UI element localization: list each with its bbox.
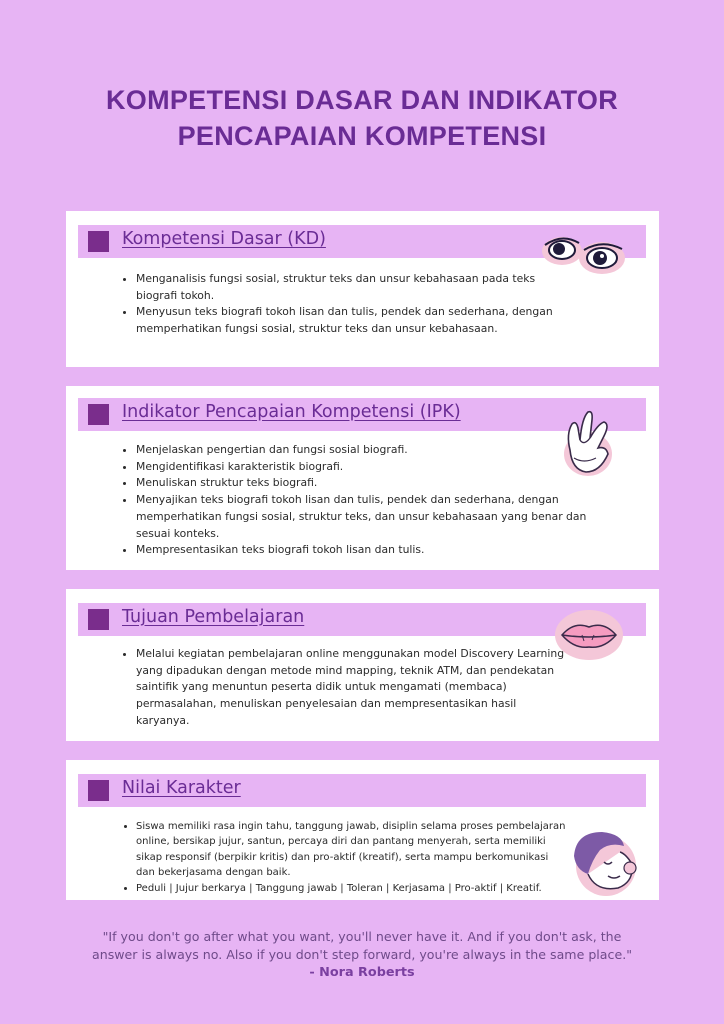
list-item: • Menyajikan teks biografi tokoh lisan dan tulis, pendek dan sederhana, dengan memperhatikan fungsi sosial, struktur teks, dan unsur kebahasaan yang benar dan sesuai konteks. — [136, 492, 588, 542]
bullet-square — [88, 609, 109, 630]
card-tujuan — [66, 589, 659, 741]
nilai-list — [122, 819, 570, 896]
tujuan-list — [122, 646, 566, 730]
eyes-icon — [542, 231, 628, 283]
list-item: • Peduli | Jujur berkarya | Tanggung jawab | Toleran | Kerjasama | Pro-aktif | Kreatif. — [136, 881, 570, 896]
list-item: • Siswa memiliki rasa ingin tahu, tanggung jawab, disiplin selama proses pembelajaran online, bersikap jujur, santun, percaya diri dan pantang menyerah, serta memiliki sikap responsif (berpikir kritis) dan pro-aktif (kreatif), serta mampu berkomunikasi dan bekerjasama dengan baik. — [136, 819, 570, 881]
bullet-square — [88, 231, 109, 252]
list-item: • Melalui kegiatan pembelajaran online menggunakan model Discovery Learning yang dipadukan dengan metode mind mapping, teknik ATM, dan pendekatan saintifik yang menuntun peserta didik untuk mengamati (membaca) permasalahan, menuliskan penyelesaian dan mempresentasikan hasil karyanya. — [136, 646, 566, 730]
quote-line-2: answer is always no. Also if you don't step forward, you're always in the same place." — [92, 947, 632, 962]
bullet-square — [88, 780, 109, 801]
list-item: • Menganalisis fungsi sosial, struktur teks dan unsur kebahasaan pada teks biografi tokoh. — [136, 271, 556, 304]
face-icon — [566, 826, 642, 898]
section-heading-nilai: Nilai Karakter — [122, 778, 241, 798]
quote-block — [0, 928, 724, 982]
section-header-band — [78, 774, 646, 807]
kd-list — [122, 271, 556, 338]
section-heading-ipk: Indikator Pencapaian Kompetensi (IPK) — [122, 402, 461, 422]
section-heading-kd: Kompetensi Dasar (KD) — [122, 229, 326, 249]
section-heading-tujuan: Tujuan Pembelajaran — [122, 607, 305, 627]
list-item: • Mengidentifikasi karakteristik biografi. — [136, 459, 588, 476]
quote-line-1: "If you don't go after what you want, you'll never have it. And if you don't ask, the — [102, 929, 622, 944]
card-indikator — [66, 386, 659, 570]
page-title — [0, 82, 724, 154]
list-item: • Menyusun teks biografi tokoh lisan dan tulis, pendek dan sederhana, dengan memperhatikan fungsi sosial, struktur teks dan unsur kebahasaan. — [136, 304, 556, 337]
hand-icon — [560, 406, 616, 480]
card-kompetensi-dasar — [66, 211, 659, 367]
list-item: • Menuliskan struktur teks biografi. — [136, 475, 588, 492]
list-item: • Mempresentasikan teks biografi tokoh lisan dan tulis. — [136, 542, 588, 559]
page-title-line-2: PENCAPAIAN KOMPETENSI — [177, 121, 547, 151]
list-item: • Menjelaskan pengertian dan fungsi sosial biografi. — [136, 442, 588, 459]
bullet-square — [88, 404, 109, 425]
quote-author: - Nora Roberts — [309, 965, 415, 980]
card-nilai-karakter — [66, 760, 659, 900]
page-title-line-1: KOMPETENSI DASAR DAN INDIKATOR — [105, 85, 619, 115]
ipk-list — [122, 442, 588, 559]
lips-icon — [554, 609, 624, 661]
